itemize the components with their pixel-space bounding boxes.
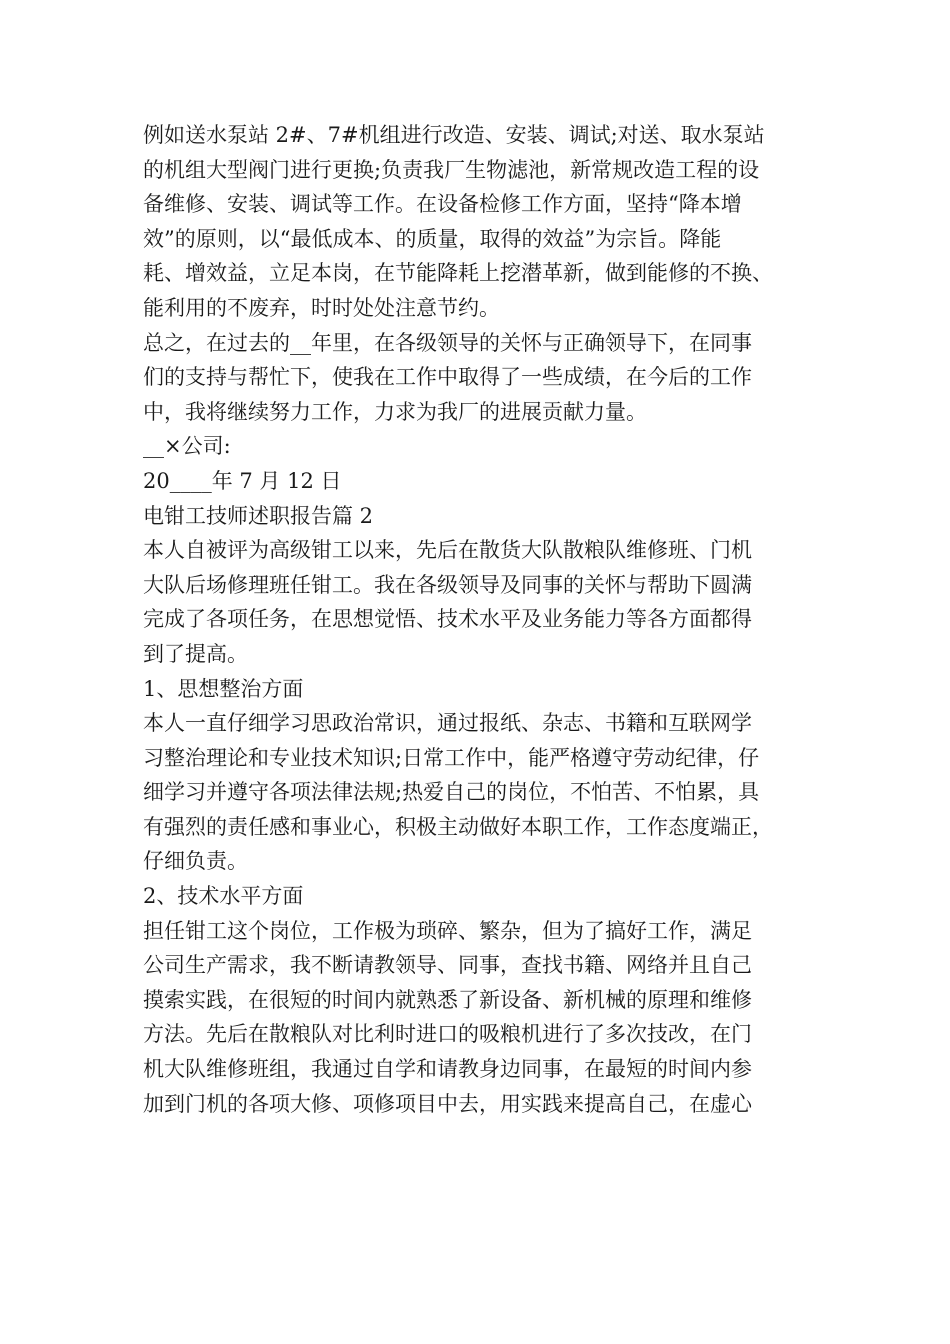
text-line: 们的支持与帮忙下，使我在工作中取得了一些成绩，在今后的工作: [143, 365, 752, 390]
text-line: 本人自被评为高级钳工以来，先后在散货大队散粮队维修班、门机: [143, 538, 752, 563]
text-line: 例如送水泵站 2#、7#机组进行改造、安装、调试;对送、取水泵站: [143, 123, 765, 147]
text-line: 完成了各项任务，在思想觉悟、技术水平及业务能力等各方面都得: [143, 607, 752, 632]
subsection-heading: 1、思想整治方面: [143, 676, 304, 701]
text-line: 有强烈的责任感和事业心，积极主动做好本职工作，工作态度端正，: [143, 814, 773, 839]
text-line: 摸索实践，在很短的时间内就熟悉了新设备、新机械的原理和维修: [143, 987, 752, 1012]
text-line: 仔细负责。: [143, 849, 248, 874]
signature-date: 20____年 7 月 12 日: [143, 468, 342, 493]
text-line: 总之，在过去的__年里，在各级领导的关怀与正确领导下，在同事: [143, 330, 752, 355]
text-line: 方法。先后在散粮队对比利时进口的吸粮机进行了多次技改，在门: [143, 1022, 752, 1047]
text-line: 本人一直仔细学习思政治常识，通过报纸、杂志、书籍和互联网学: [143, 711, 752, 736]
text-line: 耗、增效益，立足本岗，在节能降耗上挖潜革新，做到能修的不换、: [143, 261, 773, 286]
text-line: 备维修、安装、调试等工作。在设备检修工作方面，坚持“降本增: [143, 192, 742, 217]
text-line: 加到门机的各项大修、项修项目中去，用实践来提高自己，在虚心: [143, 1091, 752, 1116]
text-line: 中，我将继续努力工作，力求为我厂的进展贡献力量。: [143, 399, 647, 424]
text-line: 公司生产需求，我不断请教领导、同事，查找书籍、网络并且自己: [143, 953, 752, 978]
text-line: 大队后场修理班任钳工。我在各级领导及同事的关怀与帮助下圆满: [143, 572, 752, 597]
section-title: 电钳工技师述职报告篇 2: [143, 503, 374, 528]
text-line: 能利用的不废弃，时时处处注意节约。: [143, 295, 500, 320]
text-line: 习整治理论和专业技术知识;日常工作中，能严格遵守劳动纪律，仔: [143, 745, 760, 770]
document-body: [143, 118, 833, 1121]
text-line: 细学习并遵守各项法律法规;热爱自己的岗位，不怕苦、不怕累，具: [143, 780, 760, 805]
text-line: 效”的原则，以“最低成本、的质量，取得的效益”为宗旨。降能: [143, 226, 722, 251]
text-line: 到了提高。: [143, 641, 248, 666]
signature-company: __×公司:: [143, 434, 231, 459]
text-line: 机大队维修班组，我通过自学和请教身边同事，在最短的时间内参: [143, 1057, 752, 1082]
text-line: 的机组大型阀门进行更换;负责我厂生物滤池，新常规改造工程的设: [143, 157, 760, 182]
text-line: 担任钳工这个岗位，工作极为琐碎、繁杂，但为了搞好工作，满足: [143, 918, 752, 943]
subsection-heading: 2、技术水平方面: [143, 884, 304, 909]
